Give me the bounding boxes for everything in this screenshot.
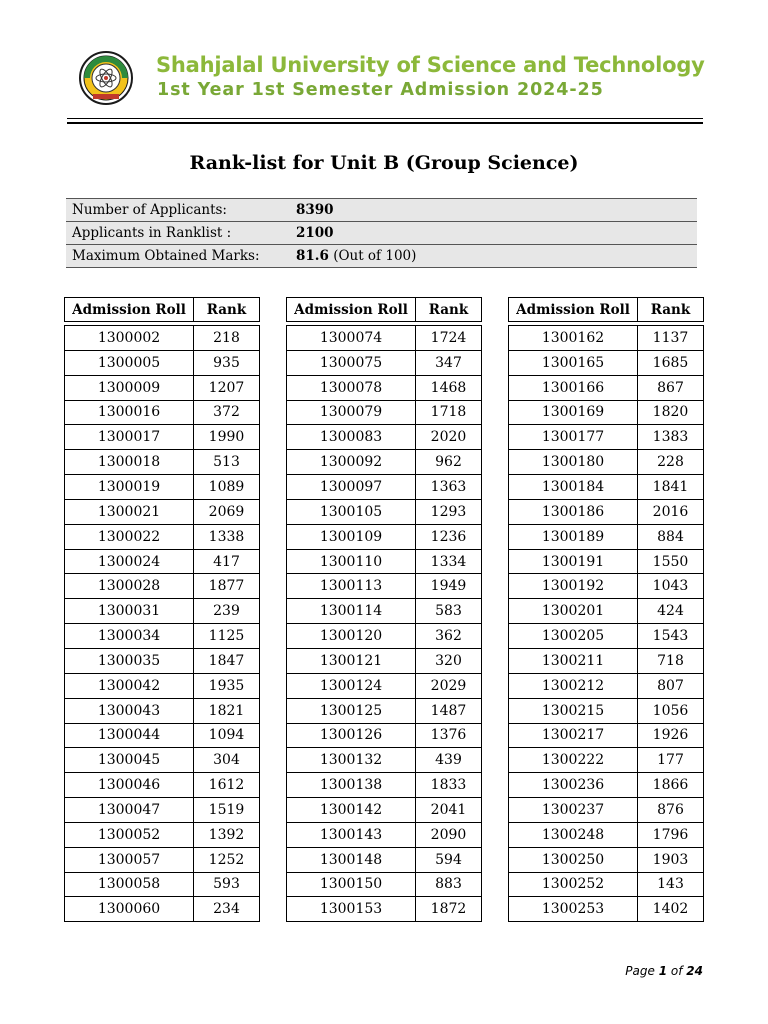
rank-cell: 1376 — [416, 723, 482, 748]
admission-roll-cell: 1300153 — [287, 897, 416, 922]
admission-roll-cell: 1300212 — [509, 673, 638, 698]
table-row — [65, 648, 260, 673]
header-rank: Rank — [638, 298, 704, 322]
table-row — [287, 499, 482, 524]
rank-cell: 1612 — [194, 773, 260, 798]
admission-roll-cell: 1300075 — [287, 350, 416, 375]
table-row — [65, 549, 260, 574]
admission-roll-cell: 1300177 — [509, 425, 638, 450]
rank-cell: 320 — [416, 648, 482, 673]
admission-roll-cell: 1300217 — [509, 723, 638, 748]
rank-cell: 884 — [638, 524, 704, 549]
table-row — [65, 798, 260, 823]
rank-cell: 1866 — [638, 773, 704, 798]
table-row — [65, 897, 260, 922]
admission-roll-cell: 1300002 — [65, 326, 194, 351]
page-footer — [625, 964, 703, 978]
admission-roll-cell: 1300018 — [65, 450, 194, 475]
rank-table-header — [65, 298, 260, 322]
rank-cell: 424 — [638, 599, 704, 624]
admission-roll-cell: 1300186 — [509, 499, 638, 524]
admission-roll-cell: 1300019 — [65, 475, 194, 500]
rank-cell: 935 — [194, 350, 260, 375]
table-row — [287, 549, 482, 574]
table-row — [287, 425, 482, 450]
rank-cell: 1949 — [416, 574, 482, 599]
table-row — [65, 450, 260, 475]
rank-cell: 1089 — [194, 475, 260, 500]
admission-roll-cell: 1300078 — [287, 375, 416, 400]
rank-cell: 1724 — [416, 326, 482, 351]
admission-roll-cell: 1300126 — [287, 723, 416, 748]
admission-roll-cell: 1300165 — [509, 350, 638, 375]
table-row — [509, 798, 704, 823]
rank-cell: 2069 — [194, 499, 260, 524]
header-admission-roll: Admission Roll — [287, 298, 416, 322]
admission-roll-cell: 1300045 — [65, 748, 194, 773]
admission-roll-cell: 1300132 — [287, 748, 416, 773]
rank-cell: 1056 — [638, 698, 704, 723]
admission-roll-cell: 1300092 — [287, 450, 416, 475]
rank-cell: 1718 — [416, 400, 482, 425]
table-row — [287, 897, 482, 922]
admission-roll-cell: 1300016 — [65, 400, 194, 425]
header-rule-thick — [67, 122, 703, 124]
summary-row-max-marks — [66, 245, 697, 268]
admission-roll-cell: 1300005 — [65, 350, 194, 375]
rank-cell: 1935 — [194, 673, 260, 698]
admission-roll-cell: 1300083 — [287, 425, 416, 450]
table-row — [287, 400, 482, 425]
table-row — [509, 574, 704, 599]
summary-label: Number of Applicants: — [66, 199, 290, 222]
table-row — [287, 872, 482, 897]
admission-roll-cell: 1300074 — [287, 326, 416, 351]
admission-roll-cell: 1300034 — [65, 624, 194, 649]
rank-cell: 883 — [416, 872, 482, 897]
admission-roll-cell: 1300009 — [65, 375, 194, 400]
rank-cell: 239 — [194, 599, 260, 624]
admission-roll-cell: 1300166 — [509, 375, 638, 400]
admission-roll-cell: 1300046 — [65, 773, 194, 798]
rank-cell: 1383 — [638, 425, 704, 450]
table-row — [509, 450, 704, 475]
table-row — [65, 822, 260, 847]
table-row — [65, 524, 260, 549]
rank-cell: 1820 — [638, 400, 704, 425]
rank-cell: 304 — [194, 748, 260, 773]
table-row — [287, 773, 482, 798]
admission-roll-cell: 1300035 — [65, 648, 194, 673]
summary-value: 2100 — [290, 222, 697, 245]
table-row — [287, 648, 482, 673]
rank-cell: 372 — [194, 400, 260, 425]
table-row — [509, 549, 704, 574]
table-row — [287, 723, 482, 748]
admission-roll-cell: 1300024 — [65, 549, 194, 574]
rank-cell: 1872 — [416, 897, 482, 922]
admission-roll-cell: 1300017 — [65, 425, 194, 450]
table-row — [287, 847, 482, 872]
rank-cell: 1252 — [194, 847, 260, 872]
table-row — [509, 375, 704, 400]
document-header — [78, 48, 718, 108]
table-row — [509, 773, 704, 798]
admission-subtitle: 1st Year 1st Semester Admission 2024-25 — [157, 80, 604, 100]
current-page: 1 — [658, 964, 668, 978]
admission-roll-cell: 1300121 — [287, 648, 416, 673]
admission-roll-cell: 1300021 — [65, 499, 194, 524]
summary-row-applicants — [66, 199, 697, 222]
rank-cell: 1903 — [638, 847, 704, 872]
rank-cell: 439 — [416, 748, 482, 773]
admission-roll-cell: 1300169 — [509, 400, 638, 425]
rank-table-2 — [286, 297, 482, 922]
rank-cell: 594 — [416, 847, 482, 872]
summary-label: Maximum Obtained Marks: — [66, 245, 290, 268]
rank-cell: 1685 — [638, 350, 704, 375]
rank-cell: 1550 — [638, 549, 704, 574]
admission-roll-cell: 1300114 — [287, 599, 416, 624]
table-row — [287, 599, 482, 624]
table-row — [509, 698, 704, 723]
rank-cell: 234 — [194, 897, 260, 922]
admission-roll-cell: 1300215 — [509, 698, 638, 723]
summary-table — [66, 198, 697, 268]
page-title: Rank-list for Unit B (Group Science) — [189, 152, 579, 174]
table-row — [509, 822, 704, 847]
rank-cell: 2041 — [416, 798, 482, 823]
table-row — [509, 897, 704, 922]
table-row — [65, 872, 260, 897]
summary-note: (Out of 100) — [333, 248, 417, 264]
rank-cell: 2029 — [416, 673, 482, 698]
table-row — [287, 624, 482, 649]
admission-roll-cell: 1300248 — [509, 822, 638, 847]
rank-cell: 2016 — [638, 499, 704, 524]
admission-roll-cell: 1300250 — [509, 847, 638, 872]
admission-roll-cell: 1300138 — [287, 773, 416, 798]
admission-roll-cell: 1300052 — [65, 822, 194, 847]
rank-cell: 1847 — [194, 648, 260, 673]
rank-cell: 876 — [638, 798, 704, 823]
table-row — [509, 648, 704, 673]
rank-cell: 1926 — [638, 723, 704, 748]
admission-roll-cell: 1300148 — [287, 847, 416, 872]
rank-cell: 1990 — [194, 425, 260, 450]
header-admission-roll: Admission Roll — [509, 298, 638, 322]
rank-cell: 718 — [638, 648, 704, 673]
rank-cell: 218 — [194, 326, 260, 351]
admission-roll-cell: 1300143 — [287, 822, 416, 847]
table-row — [287, 748, 482, 773]
table-row — [509, 326, 704, 351]
table-row — [65, 326, 260, 351]
rank-table-header — [287, 298, 482, 322]
rank-cell: 1207 — [194, 375, 260, 400]
table-row — [509, 748, 704, 773]
admission-roll-cell: 1300042 — [65, 673, 194, 698]
admission-roll-cell: 1300150 — [287, 872, 416, 897]
table-row — [287, 574, 482, 599]
rank-cell: 2090 — [416, 822, 482, 847]
header-rule-thin — [67, 118, 703, 119]
rank-cell: 1402 — [638, 897, 704, 922]
university-name: Shahjalal University of Science and Technology — [156, 53, 705, 77]
admission-roll-cell: 1300022 — [65, 524, 194, 549]
table-row — [509, 599, 704, 624]
table-row — [509, 499, 704, 524]
table-row — [287, 326, 482, 351]
table-row — [287, 673, 482, 698]
rank-cell: 143 — [638, 872, 704, 897]
rank-cell: 1043 — [638, 574, 704, 599]
admission-roll-cell: 1300189 — [509, 524, 638, 549]
admission-roll-cell: 1300110 — [287, 549, 416, 574]
table-row — [65, 847, 260, 872]
rank-cell: 1487 — [416, 698, 482, 723]
rank-cell: 1796 — [638, 822, 704, 847]
table-row — [65, 574, 260, 599]
table-row — [65, 400, 260, 425]
admission-roll-cell: 1300180 — [509, 450, 638, 475]
rank-cell: 417 — [194, 549, 260, 574]
rank-cell: 177 — [638, 748, 704, 773]
table-row — [509, 624, 704, 649]
admission-roll-cell: 1300113 — [287, 574, 416, 599]
table-row — [287, 375, 482, 400]
admission-roll-cell: 1300237 — [509, 798, 638, 823]
admission-roll-cell: 1300191 — [509, 549, 638, 574]
admission-roll-cell: 1300058 — [65, 872, 194, 897]
rank-cell: 1392 — [194, 822, 260, 847]
rank-cell: 1841 — [638, 475, 704, 500]
admission-roll-cell: 1300060 — [65, 897, 194, 922]
summary-label: Applicants in Ranklist : — [66, 222, 290, 245]
table-row — [509, 847, 704, 872]
rank-cell: 1468 — [416, 375, 482, 400]
table-row — [65, 723, 260, 748]
admission-roll-cell: 1300028 — [65, 574, 194, 599]
admission-roll-cell: 1300109 — [287, 524, 416, 549]
rank-cell: 1236 — [416, 524, 482, 549]
admission-roll-cell: 1300142 — [287, 798, 416, 823]
rank-cell: 228 — [638, 450, 704, 475]
header-rank: Rank — [194, 298, 260, 322]
admission-roll-cell: 1300105 — [287, 499, 416, 524]
rank-cell: 1363 — [416, 475, 482, 500]
rank-cell: 1137 — [638, 326, 704, 351]
admission-roll-cell: 1300047 — [65, 798, 194, 823]
admission-roll-cell: 1300120 — [287, 624, 416, 649]
table-row — [509, 723, 704, 748]
table-row — [287, 350, 482, 375]
admission-roll-cell: 1300253 — [509, 897, 638, 922]
admission-roll-cell: 1300211 — [509, 648, 638, 673]
table-row — [65, 475, 260, 500]
table-row — [65, 350, 260, 375]
admission-roll-cell: 1300043 — [65, 698, 194, 723]
rank-cell: 347 — [416, 350, 482, 375]
of-word: of — [670, 964, 683, 978]
rank-cell: 962 — [416, 450, 482, 475]
table-row — [65, 698, 260, 723]
table-row — [287, 822, 482, 847]
summary-value: 81.6 (Out of 100) — [290, 245, 697, 268]
table-row — [509, 475, 704, 500]
rank-cell: 1519 — [194, 798, 260, 823]
admission-roll-cell: 1300124 — [287, 673, 416, 698]
table-row — [509, 872, 704, 897]
rank-cell: 807 — [638, 673, 704, 698]
rank-table-header — [509, 298, 704, 322]
table-row — [287, 524, 482, 549]
rank-cell: 1338 — [194, 524, 260, 549]
rank-cell: 867 — [638, 375, 704, 400]
rank-cell: 1125 — [194, 624, 260, 649]
table-row — [65, 499, 260, 524]
table-row — [65, 425, 260, 450]
rank-cell: 513 — [194, 450, 260, 475]
summary-row-ranklist — [66, 222, 697, 245]
summary-value: 8390 — [290, 199, 697, 222]
total-pages: 24 — [686, 964, 703, 978]
table-row — [65, 624, 260, 649]
admission-roll-cell: 1300252 — [509, 872, 638, 897]
admission-roll-cell: 1300044 — [65, 723, 194, 748]
admission-roll-cell: 1300222 — [509, 748, 638, 773]
table-row — [287, 798, 482, 823]
admission-roll-cell: 1300201 — [509, 599, 638, 624]
header-rank: Rank — [416, 298, 482, 322]
rank-cell: 1543 — [638, 624, 704, 649]
table-row — [287, 475, 482, 500]
rank-cell: 1821 — [194, 698, 260, 723]
admission-roll-cell: 1300184 — [509, 475, 638, 500]
rank-cell: 1833 — [416, 773, 482, 798]
table-row — [509, 350, 704, 375]
table-row — [287, 698, 482, 723]
rank-cell: 1334 — [416, 549, 482, 574]
admission-roll-cell: 1300125 — [287, 698, 416, 723]
rank-cell: 1293 — [416, 499, 482, 524]
table-row — [65, 599, 260, 624]
admission-roll-cell: 1300097 — [287, 475, 416, 500]
table-row — [287, 450, 482, 475]
rank-cell: 2020 — [416, 425, 482, 450]
rank-cell: 583 — [416, 599, 482, 624]
table-row — [509, 673, 704, 698]
rank-cell: 1094 — [194, 723, 260, 748]
table-row — [65, 748, 260, 773]
admission-roll-cell: 1300079 — [287, 400, 416, 425]
rank-table-1 — [64, 297, 260, 922]
admission-roll-cell: 1300031 — [65, 599, 194, 624]
admission-roll-cell: 1300057 — [65, 847, 194, 872]
rank-table-3 — [508, 297, 704, 922]
rank-cell: 1877 — [194, 574, 260, 599]
admission-roll-cell: 1300236 — [509, 773, 638, 798]
table-row — [65, 673, 260, 698]
admission-roll-cell: 1300192 — [509, 574, 638, 599]
table-row — [509, 524, 704, 549]
header-admission-roll: Admission Roll — [65, 298, 194, 322]
table-row — [65, 773, 260, 798]
rank-cell: 362 — [416, 624, 482, 649]
university-seal-icon — [78, 50, 134, 106]
table-row — [509, 425, 704, 450]
page-word: Page — [625, 964, 655, 978]
table-row — [509, 400, 704, 425]
admission-roll-cell: 1300205 — [509, 624, 638, 649]
table-row — [65, 375, 260, 400]
rank-cell: 593 — [194, 872, 260, 897]
admission-roll-cell: 1300162 — [509, 326, 638, 351]
